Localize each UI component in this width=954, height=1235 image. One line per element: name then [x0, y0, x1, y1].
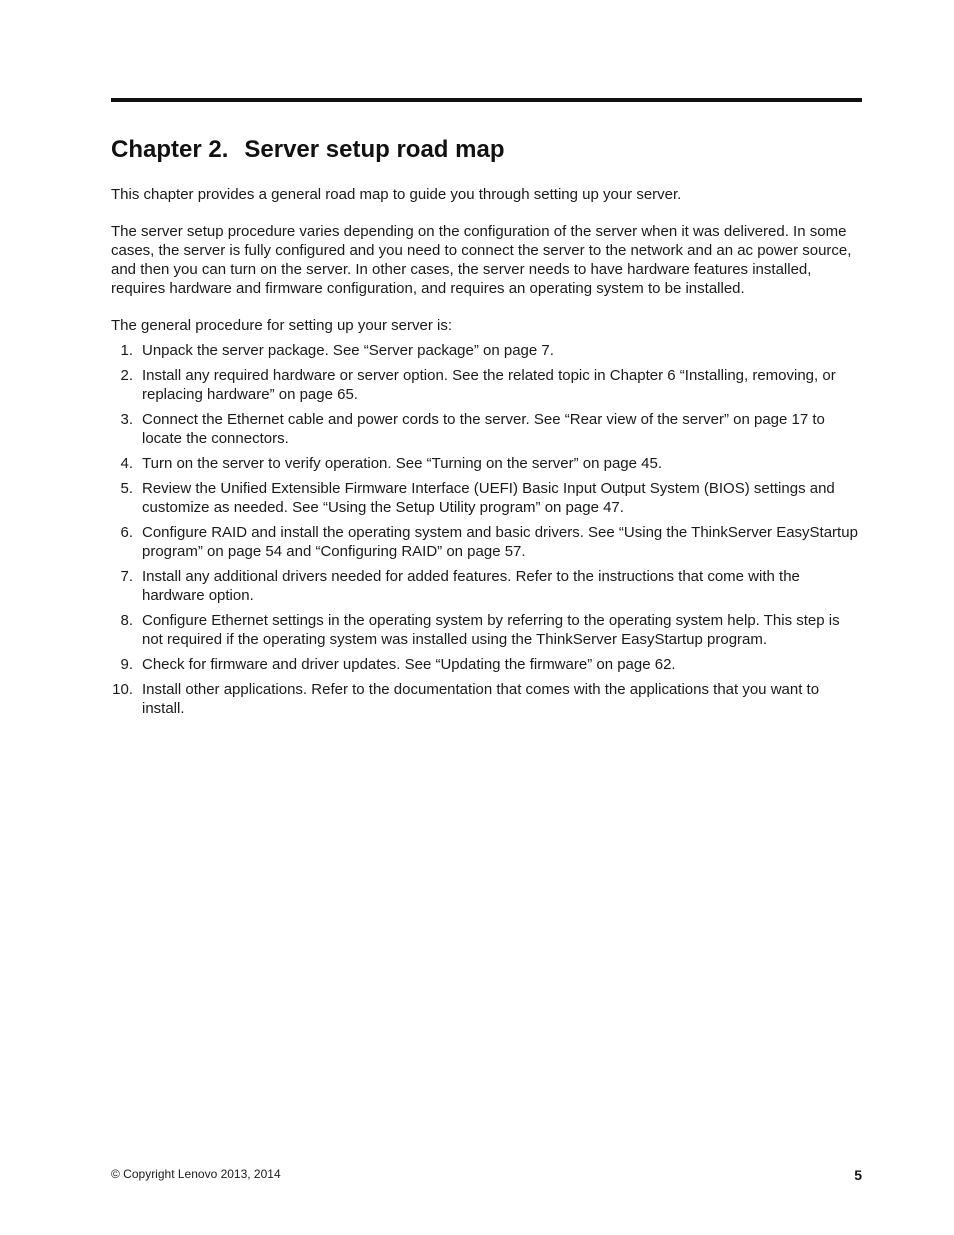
- list-item: [111, 454, 863, 473]
- list-item: [111, 410, 863, 448]
- list-item: [111, 366, 863, 404]
- step-text: Install any required hardware or server option. See the related topic in Chapter 6 “Installing, removing, or replacing hardware” on page 65.: [142, 367, 836, 403]
- step-text: Unpack the server package. See “Server package” on page 7.: [142, 342, 554, 359]
- step-text: Configure Ethernet settings in the operating system by referring to the operating system help. This step is not required if the operating system was installed using the ThinkServer EasyStartup program.: [142, 612, 840, 648]
- procedure-lead: The general procedure for setting up your server is:: [111, 317, 453, 334]
- step-number: 6.: [120, 524, 133, 541]
- chapter-number: Chapter 2.: [111, 136, 229, 163]
- step-number: 9.: [120, 656, 133, 673]
- step-text: Connect the Ethernet cable and power cords to the server. See “Rear view of the server” on page 17 to locate the connectors.: [142, 411, 825, 447]
- chapter-name: Server setup road map: [244, 136, 505, 163]
- step-text: Configure RAID and install the operating system and basic drivers. See “Using the ThinkServer EasyStartup program” on page 54 and “Configuring RAID” on page 57.: [142, 524, 858, 560]
- list-item: [111, 479, 863, 517]
- step-text: Check for firmware and driver updates. See “Updating the firmware” on page 62.: [142, 656, 676, 673]
- step-number: 3.: [120, 411, 133, 428]
- chapter-title: [111, 134, 504, 166]
- step-text: Review the Unified Extensible Firmware Interface (UEFI) Basic Input Output System (BIOS) settings and customize as needed. See “Using the Setup Utility program” on page 47.: [142, 480, 835, 516]
- chapter-content: [111, 185, 863, 724]
- procedure-steps: [111, 341, 863, 718]
- step-number: 1.: [120, 342, 133, 359]
- intro-paragraph: This chapter provides a general road map to guide you through setting up your server.: [111, 186, 682, 203]
- chapter-top-rule: [111, 98, 862, 102]
- step-number: 2.: [120, 367, 133, 384]
- step-number: 5.: [120, 480, 133, 497]
- list-item: [111, 523, 863, 561]
- list-item: [111, 611, 863, 649]
- step-number: 7.: [120, 568, 133, 585]
- step-text: Install other applications. Refer to the documentation that comes with the applications that you want to install.: [142, 681, 820, 717]
- list-item: [111, 680, 863, 718]
- step-number: 10.: [112, 681, 133, 698]
- list-item: [111, 655, 863, 674]
- list-item: [111, 341, 863, 360]
- step-text: Install any additional drivers needed for added features. Refer to the instructions that come with the hardware option.: [142, 568, 800, 604]
- step-number: 8.: [120, 612, 133, 629]
- footer-page-number: 5: [854, 1167, 862, 1183]
- list-item: [111, 567, 863, 605]
- footer-copyright: © Copyright Lenovo 2013, 2014: [111, 1167, 281, 1181]
- step-number: 4.: [120, 455, 133, 472]
- step-text: Turn on the server to verify operation. See “Turning on the server” on page 45.: [142, 455, 663, 472]
- setup-variation-paragraph: The server setup procedure varies depending on the configuration of the server when it was delivered. In some cases, the server is fully configured and you need to connect the server to the network and an ac power source, and then you can turn on the server. In other cases, the server needs to have hardware features installed, requires hardware and firmware configuration, and requires an operating system to be installed.: [111, 223, 852, 297]
